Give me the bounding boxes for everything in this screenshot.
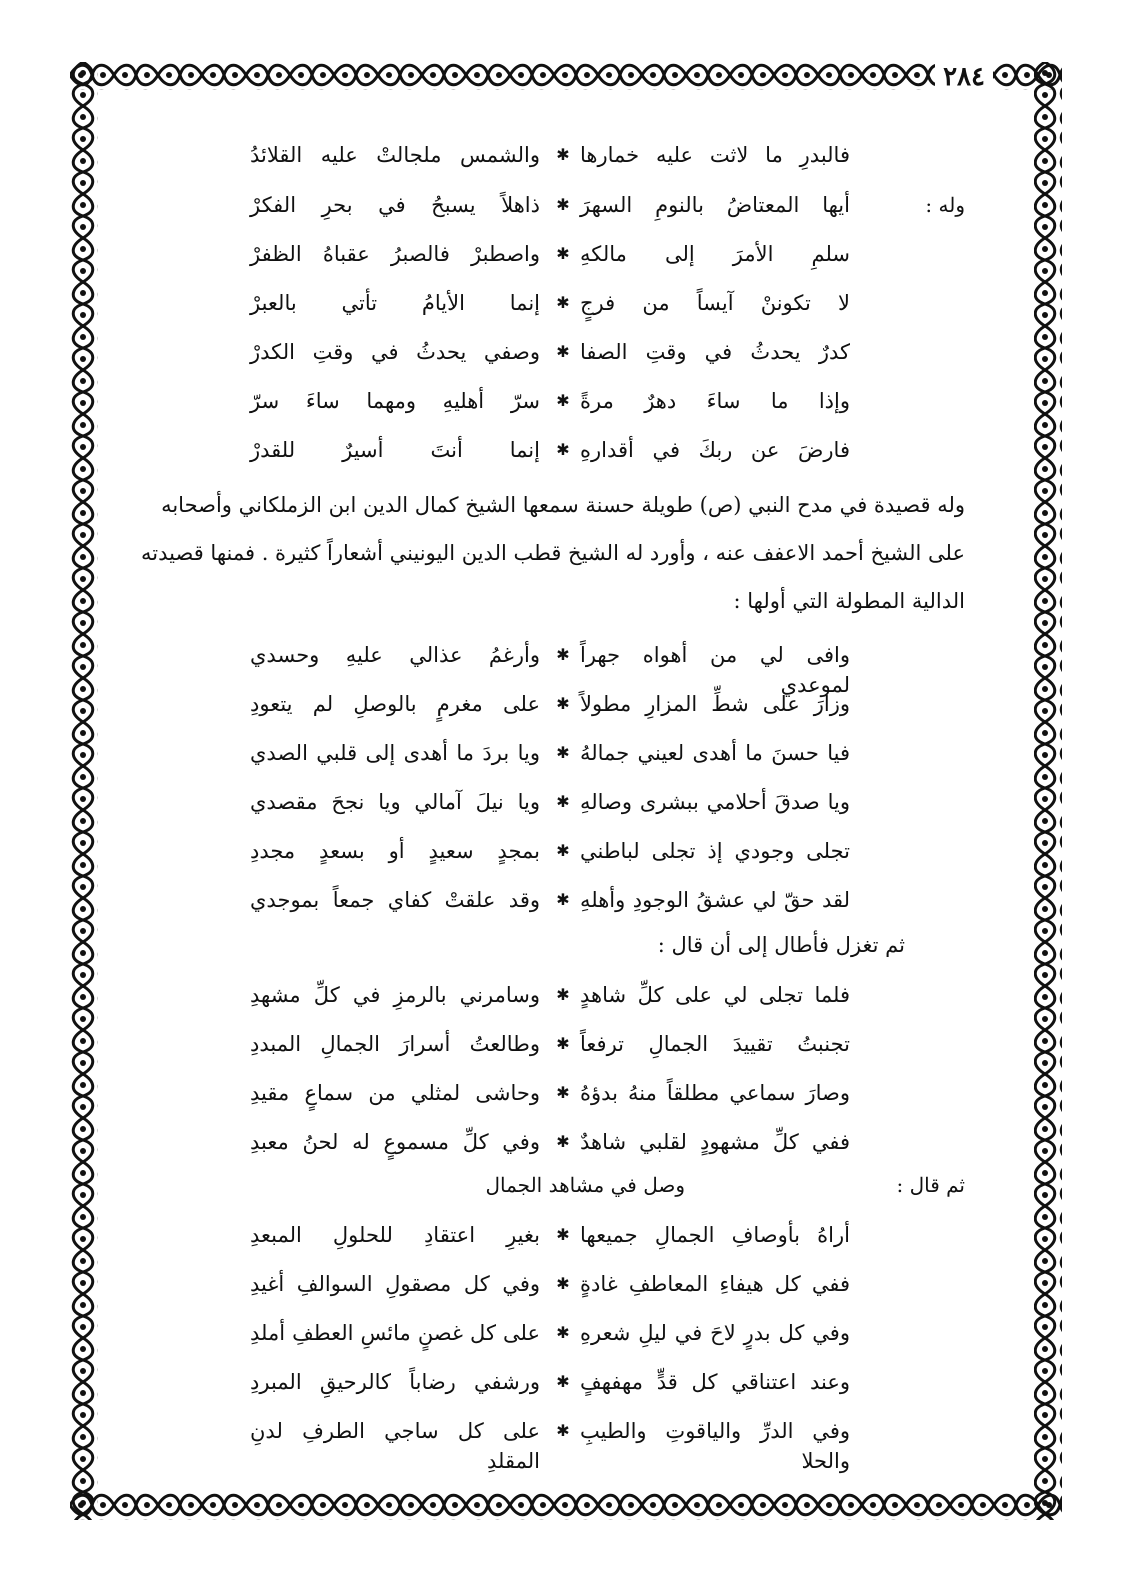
verse-separator-star: ✱ xyxy=(556,195,570,214)
hemistich-second: وأرغمُ عذالي عليهِ وحسدي xyxy=(250,643,540,667)
hemistich-second: ذاهلاً يسبحُ في بحرِ الفكرْ xyxy=(250,193,540,217)
verse-separator-star: ✱ xyxy=(556,985,570,1004)
hemistich-second: سرّ أهليهِ ومهما ساءَ سرّ xyxy=(250,389,540,413)
hemistich-second: ويا نيلَ آمالي ويا نجحَ مقصدي xyxy=(250,790,540,814)
hemistich-second: وفي كلِّ مسموعٍ له لحنُ معبدِ xyxy=(250,1130,540,1154)
hemistich-second: على مغرمٍ بالوصلِ لم يتعودِ xyxy=(250,692,540,716)
verse-separator-star: ✱ xyxy=(556,890,570,909)
verse-separator-star: ✱ xyxy=(556,244,570,263)
prose-line: وله قصيدة في مدح النبي (ص) طويلة حسنة سمعها الشيخ كمال الدين ابن الزملكاني وأصحابه xyxy=(161,493,965,517)
verse xyxy=(250,1127,850,1157)
verse xyxy=(250,1078,850,1108)
verse-separator-star: ✱ xyxy=(556,694,570,713)
hemistich-first: وصارَ سماعي مطلقاً منهُ بدؤهُ xyxy=(580,1081,850,1105)
hemistich-second: وحاشى لمثلي من سماعٍ مقيدِ xyxy=(250,1081,540,1105)
verse xyxy=(250,337,850,367)
hemistich-second: ويا بردَ ما أهدى إلى قلبي الصدي xyxy=(250,741,540,765)
verse-separator-star: ✱ xyxy=(556,1323,570,1342)
verse-separator-star: ✱ xyxy=(556,1132,570,1151)
hemistich-second: والشمس ملجالتْ عليه القلائدُ xyxy=(250,143,540,167)
verse xyxy=(250,288,850,318)
hemistich-second: وسامرني بالرمزِ في كلِّ مشهدِ xyxy=(250,983,540,1007)
hemistich-first: سلمِ الأمرَ إلى مالكهِ xyxy=(580,242,850,266)
hemistich-first: وزارَ على شطِّ المزارِ مطولاً xyxy=(580,692,850,716)
label-wa-lahu: وله : xyxy=(925,193,965,217)
hemistich-second: بمجدٍ سعيدٍ أو بسعدٍ مجددِ xyxy=(250,839,540,863)
verse-separator-star: ✱ xyxy=(556,1034,570,1053)
verse xyxy=(250,885,850,915)
hemistich-first: لقد حقّ لي عشقُ الوجودِ وأهلهِ xyxy=(580,888,850,912)
prose-line: الدالية المطولة التي أولها : xyxy=(733,589,965,613)
hemistich-first: فارضَ عن ربكَ في أقدارهِ xyxy=(580,438,850,462)
verse xyxy=(250,1318,850,1348)
hemistich-second: إنما الأيامُ تأتي بالعبرْ xyxy=(250,291,540,315)
verse-separator-star: ✱ xyxy=(556,1372,570,1391)
verse xyxy=(250,140,850,170)
verse-separator-star: ✱ xyxy=(556,841,570,860)
verse-separator-star: ✱ xyxy=(556,743,570,762)
hemistich-first: لا تكوننْ آيساً من فرجٍ xyxy=(580,291,850,315)
hemistich-first: فالبدرِ ما لاثت عليه خمارها xyxy=(580,143,850,167)
label-thumma-qala: ثم قال : xyxy=(896,1173,965,1197)
hemistich-first: وعند اعتناقي كل قدٍّ مهفهفٍ xyxy=(580,1370,850,1394)
section-subheading: وصل في مشاهد الجمال xyxy=(485,1173,685,1197)
verse xyxy=(250,640,850,697)
prose-line: ثم تغزل فأطال إلى أن قال : xyxy=(657,933,905,957)
hemistich-second: بغيرِ اعتقادِ للحلولِ المبعدِ xyxy=(250,1223,540,1247)
verse xyxy=(250,386,850,416)
verse xyxy=(250,689,850,719)
hemistich-first: أراهُ بأوصافِ الجمالِ جميعها xyxy=(580,1223,850,1247)
verse xyxy=(250,836,850,866)
hemistich-first: وإذا ما ساءَ دهرٌ مرةً xyxy=(580,389,850,413)
hemistich-first: وفي كل بدرٍ لاحَ في ليلِ شعرهِ xyxy=(580,1321,850,1345)
hemistich-second: على كل ساجي الطرفِ لدنِ المقلدِ xyxy=(250,1419,540,1473)
verse-separator-star: ✱ xyxy=(556,645,570,664)
hemistich-first: كدرٌ يحدثُ في وقتِ الصفا xyxy=(580,340,850,364)
verse xyxy=(250,190,850,220)
hemistich-first: وفي الدرِّ والياقوتِ والطيبِ والحلا xyxy=(580,1419,850,1473)
verse xyxy=(250,239,850,269)
hemistich-first: ويا صدقَ أحلامي ببشرى وصالهِ xyxy=(580,790,850,814)
verse-separator-star: ✱ xyxy=(556,293,570,312)
verse xyxy=(250,738,850,768)
verse-separator-star: ✱ xyxy=(556,440,570,459)
hemistich-second: وفي كل مصقولِ السوالفِ أغيدِ xyxy=(250,1272,540,1296)
verse xyxy=(250,1269,850,1299)
verse-separator-star: ✱ xyxy=(556,391,570,410)
hemistich-first: فيا حسنَ ما أهدى لعيني جمالهُ xyxy=(580,741,850,765)
verse xyxy=(250,1367,850,1397)
verse-separator-star: ✱ xyxy=(556,342,570,361)
hemistich-second: وقد علقتْ كفاي جمعاً بموجدي xyxy=(250,888,540,912)
verse-separator-star: ✱ xyxy=(556,145,570,164)
hemistich-second: واصطبرْ فالصبرُ عقباهُ الظفرْ xyxy=(250,242,540,266)
hemistich-second: ورشفي رضاباً كالرحيقِ المبردِ xyxy=(250,1370,540,1394)
hemistich-first: وافى لي من أهواه جهراً لموعدي xyxy=(580,643,850,697)
verse xyxy=(250,980,850,1010)
hemistich-second: على كل غصنٍ مائسِ العطفِ أملدِ xyxy=(250,1321,540,1345)
verse xyxy=(250,1220,850,1250)
prose-line: على الشيخ أحمد الاعفف عنه ، وأورد له الشيخ قطب الدين اليونيني أشعاراً كثيرة . فمنها قصيدته xyxy=(141,541,965,565)
verse-separator-star: ✱ xyxy=(556,1274,570,1293)
hemistich-first: تجلى وجودي إذ تجلى لباطني xyxy=(580,839,850,863)
verse xyxy=(250,435,850,465)
hemistich-first: أيها المعتاضُ بالنومِ السهرَ xyxy=(580,193,850,217)
hemistich-second: وطالعتُ أسرارَ الجمالِ المبددِ xyxy=(250,1032,540,1056)
verse-separator-star: ✱ xyxy=(556,1421,570,1440)
verse-separator-star: ✱ xyxy=(556,1083,570,1102)
hemistich-second: إنما أنتَ أسيرٌ للقدرْ xyxy=(250,438,540,462)
hemistich-first: فلما تجلى لي على كلِّ شاهدٍ xyxy=(580,983,850,1007)
verse xyxy=(250,1029,850,1059)
page-number: ٢٨٤ xyxy=(935,62,993,92)
verse-separator-star: ✱ xyxy=(556,792,570,811)
hemistich-first: ففي كلِّ مشهودٍ لقلبي شاهدٌ xyxy=(580,1130,850,1154)
verse xyxy=(250,1416,850,1473)
verse-separator-star: ✱ xyxy=(556,1225,570,1244)
hemistich-first: تجنبتُ تقييدَ الجمالِ ترفعاً xyxy=(580,1032,850,1056)
hemistich-second: وصفي يحدثُ في وقتِ الكدرْ xyxy=(250,340,540,364)
hemistich-first: ففي كل هيفاءِ المعاطفِ غادةٍ xyxy=(580,1272,850,1296)
verse xyxy=(250,787,850,817)
